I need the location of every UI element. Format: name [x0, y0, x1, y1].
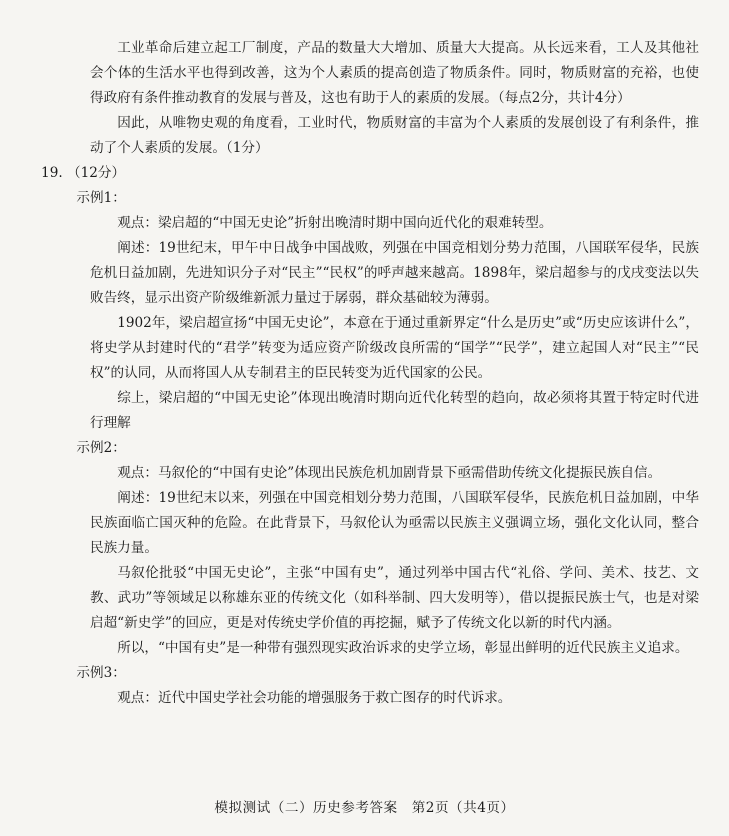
example-1-paragraph-1902: 1902年，梁启超宣扬“中国无史论”，本意在于通过重新界定“什么是历史”或“历史应该讲什么”，将史学从封建时代的“君学”转变为适应资产阶级改良所需的“国学”“民学”，建立起国人对“民主”“民权”的认同，从而将国人从专制君主的臣民转变为近代国家的公民。: [90, 315, 699, 381]
page-footer: 模拟测试（二）历史参考答案 第2页（共4页）: [214, 800, 515, 816]
example-3-heading: 示例3：: [76, 665, 126, 681]
example-1-heading: 示例1：: [76, 190, 126, 206]
example-3-viewpoint: 观点：近代中国史学社会功能的增强服务于救亡图存的时代诉求。: [117, 690, 512, 706]
paragraph-conclusion: 因此，从唯物史观的角度看，工业时代，物质财富的丰富为个人素质的发展创设了有利条件，推动了个人素质的发展。（1分）: [90, 115, 699, 156]
example-1-elaboration: 阐述：19世纪末，甲午中日战争中国战败，列强在中国竞相划分势力范围，八国联军侵华，民族危机日益加剧，先进知识分子对“民主”“民权”的呼声越来越高。1898年，梁启超参与的戊戌变法以失败告终，显示出资产阶级维新派力量过于孱弱，群众基础较为薄弱。: [90, 240, 699, 306]
example-2-heading: 示例2：: [76, 440, 126, 456]
example-1-summary: 综上，梁启超的“中国无史论”体现出晚清时期向近代化转型的趋向，故必须将其置于特定时代进行理解: [90, 390, 699, 431]
example-2-summary: 所以，“中国有史”是一种带有强烈现实政治诉求的史学立场，彰显出鲜明的近代民族主义追求。: [117, 640, 689, 656]
example-1-viewpoint: 观点：梁启超的“中国无史论”折射出晚清时期中国向近代化的艰难转型。: [117, 215, 553, 231]
paragraph-industrial: 工业革命后建立起工厂制度，产品的数量大大增加、质量大大提高。从长远来看，工人及其他社会个体的生活水平也得到改善，这为个人素质的提高创造了物质条件。同时，物质财富的充裕，也使得政府有条件推动教育的发展与普及，这也有助于人的素质的发展。（每点2分，共计4分）: [90, 40, 699, 106]
example-2-elaboration: 阐述：19世纪末以来，列强在中国竞相划分势力范围，八国联军侵华，民族危机日益加剧，中华民族面临亡国灭种的危险。在此背景下，马叙伦认为亟需以民族主义强调立场，强化文化认同，整合民族力量。: [90, 490, 699, 556]
question-19-heading: 19. （12分）: [41, 165, 126, 181]
example-2-paragraph-ma: 马叙伦批驳“中国无史论”，主张“中国有史”，通过列举中国古代“礼俗、学问、美术、技艺、文教、武功”等领域足以称雄东亚的传统文化（如科举制、四大发明等），借以提振民族士气，也是对梁启超“新史学”的回应，更是对传统史学价值的再挖掘，赋予了传统文化以新的时代内涵。: [90, 565, 699, 631]
example-2-viewpoint: 观点：马叙伦的“中国有史论”体现出民族危机加剧背景下亟需借助传统文化提振民族自信。: [117, 465, 662, 481]
